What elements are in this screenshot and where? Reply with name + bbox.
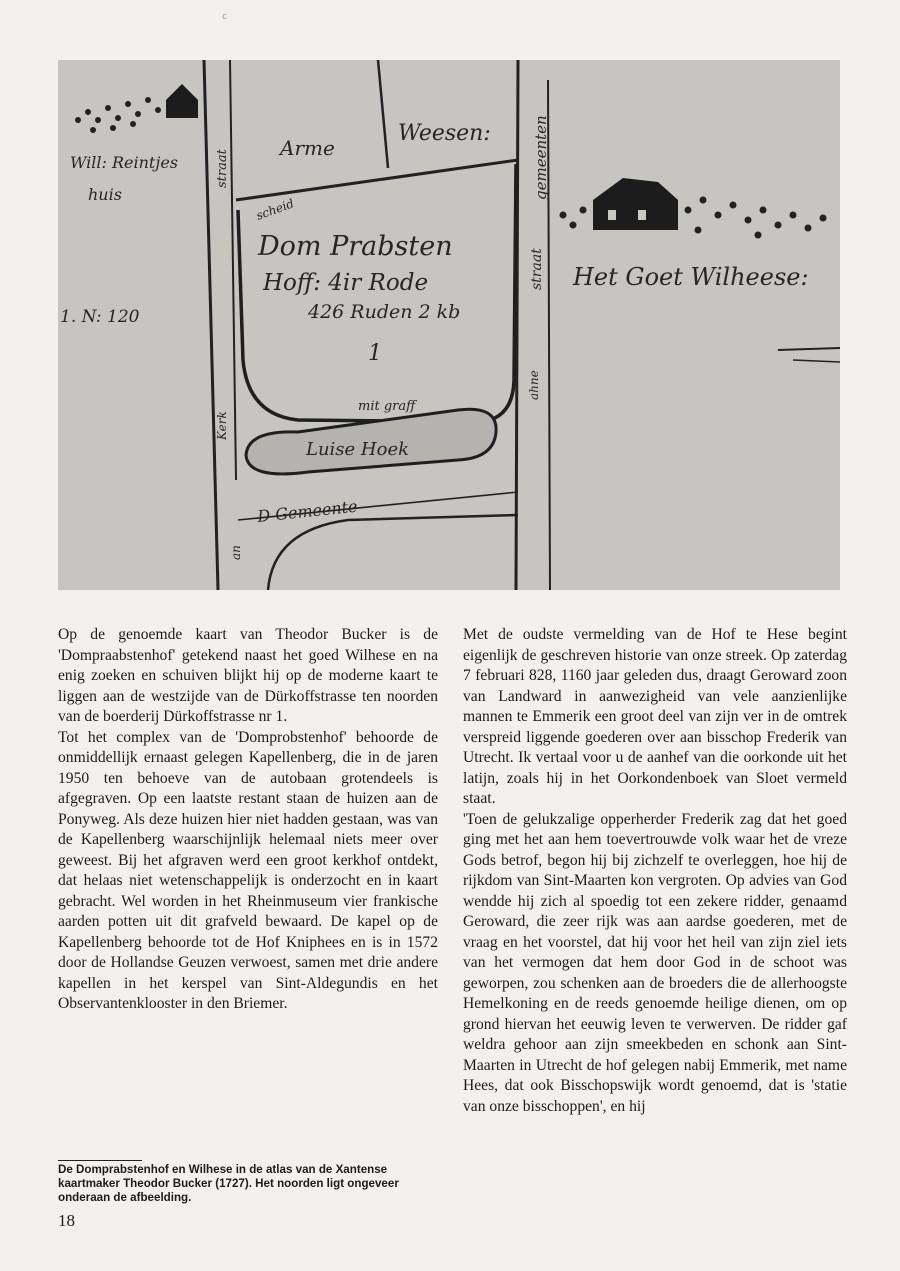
map-label-an: an <box>229 545 243 560</box>
map-label-luise-hoek: Luise Hoek <box>306 439 410 460</box>
map-label-huis: huis <box>88 185 122 204</box>
map-label-measure: 426 Ruden 2 kb <box>308 301 461 323</box>
map-label-straat-left: straat <box>215 149 230 188</box>
historical-map-image <box>58 60 840 590</box>
caption-rule <box>58 1160 142 1161</box>
paragraph: Op de genoemde kaart van Theodor Bucker is de 'Dompraabstenhof' getekend naast het goed Wilhese en na enig zoeken en schuiven blijkt hij op de moderne kaart te liggen aan de westzijde van de Dürkoffstrasse ten noorden van de boerderij Dürkoffstrasse nr 1. <box>58 626 438 725</box>
map-label-will-reintjes: Will: Reintjes <box>70 153 178 172</box>
page-number: 18 <box>58 1211 75 1230</box>
map-label-gemeenten: gemeenten <box>532 115 550 200</box>
paragraph: Met de oudste vermelding van de Hof te Hese begint eigenlijk de geschreven historie van onze streek. Op zaterdag 7 februari 828, 1160 jaar geleden dus, draagt Geroward zoon van Landward in aanwezigheid van vele aanzienlijke mannen te Emmerik een groot deel van zijn ver in de omtrek verspreid liggende goederen over aan bisschop Frederik van Utrecht. Ik vertaal voor u de aanhef van die oorkonde uit het latijn, zoals hij in het Oorkondenboek van Sloet vermeld staat. <box>463 626 847 807</box>
map-label-ref-left: 1. N: 120 <box>60 307 140 327</box>
map-label-arme: Arme <box>280 136 335 160</box>
paragraph: Tot het complex van de 'Domprobstenhof' behoorde de onmiddellijk ernaast gelegen Kapellenberg, die in de jaren 1950 ten behoeve van de autobaan grotendeels is afgegraven. Op een laatste restant staan de huizen aan de Ponyweg. Als deze huizen hier niet hadden gestaan, was van de Kapellenberg waarschijnlijk helemaal niets meer over geweest. Bij het afgraven werd een groot kerkhof ontdekt, dat helaas niet wetenschappelijk is onderzocht en in kaart gebracht. Wel worden in het Rheinmuseum vier frankische aarden potten uit dit grafveld bewaard. De kapel op de Kapellenberg behoorde tot de Hof Kniphees en is in 1572 door de Hollandse Geuzen verwoest, samen met drie andere kapellen in het kerspel van Sint-Aldegundis en het Observantenklooster in den Briemer. <box>58 728 438 1012</box>
figure-caption: De Domprabstenhof en Wilhese in de atlas van de Xantense kaartmaker Theodor Bucker (1727). Het noorden ligt ongeveer onderaan de afbeelding. <box>58 1163 399 1205</box>
map-label-dom-prabsten: Dom Prabsten <box>258 231 453 262</box>
map-label-de-gemeente: D Gemeente <box>256 496 359 526</box>
body-column-right <box>463 625 847 1117</box>
map-label-het-goet: Het Goet Wilheese: <box>573 263 809 291</box>
map-figure <box>58 60 840 590</box>
map-label-hoff: Hoff: 4ir Rode <box>263 270 429 296</box>
map-label-number-one: 1 <box>368 341 382 366</box>
body-column-left <box>58 625 438 1015</box>
map-label-straat-right: straat <box>529 248 545 290</box>
page-mark: c <box>222 12 227 22</box>
map-label-scheid: scheid <box>254 196 296 223</box>
map-label-kerk: Kerk <box>215 411 229 440</box>
map-label-mit-graff: mit graff <box>358 399 416 414</box>
map-label-weesen: Weesen: <box>398 121 491 146</box>
map-label-ahne: ahne <box>527 370 541 400</box>
paragraph: 'Toen de gelukzalige opperherder Frederik zag dat het goed ging met het aan hem toevertrouwde volk waar het de vreze Gods betrof, begon hij bij zichzelf te overleggen, hoe hij de rijkdom van Sint-Maarten kon vergroten. Op advies van God wendde hij zich al spoedig tot een zekere ridder, genaamd Geroward, die zeer rijk was aan aardse goederen, met de vraag en het voorstel, dat hij voor het heil van zijn ziel iets van het vermogen dat hem door God in de schoot was geworpen, zou schenken aan de broeders die de allerhoogste Hemelkoning en de reeds genoemde heilige dienen, om op grond hiervan het eeuwig leven te verwerven. De ridder gaf weldra gehoor aan zijn smeekbeden en schonk aan Sint-Maarten in Utrecht de hof gelegen nabij Emmerik, met name Hees, dat ook Bisschopswijk wordt genoemd, dat is 'statie van onze bisschoppen', en hij <box>463 810 847 1115</box>
